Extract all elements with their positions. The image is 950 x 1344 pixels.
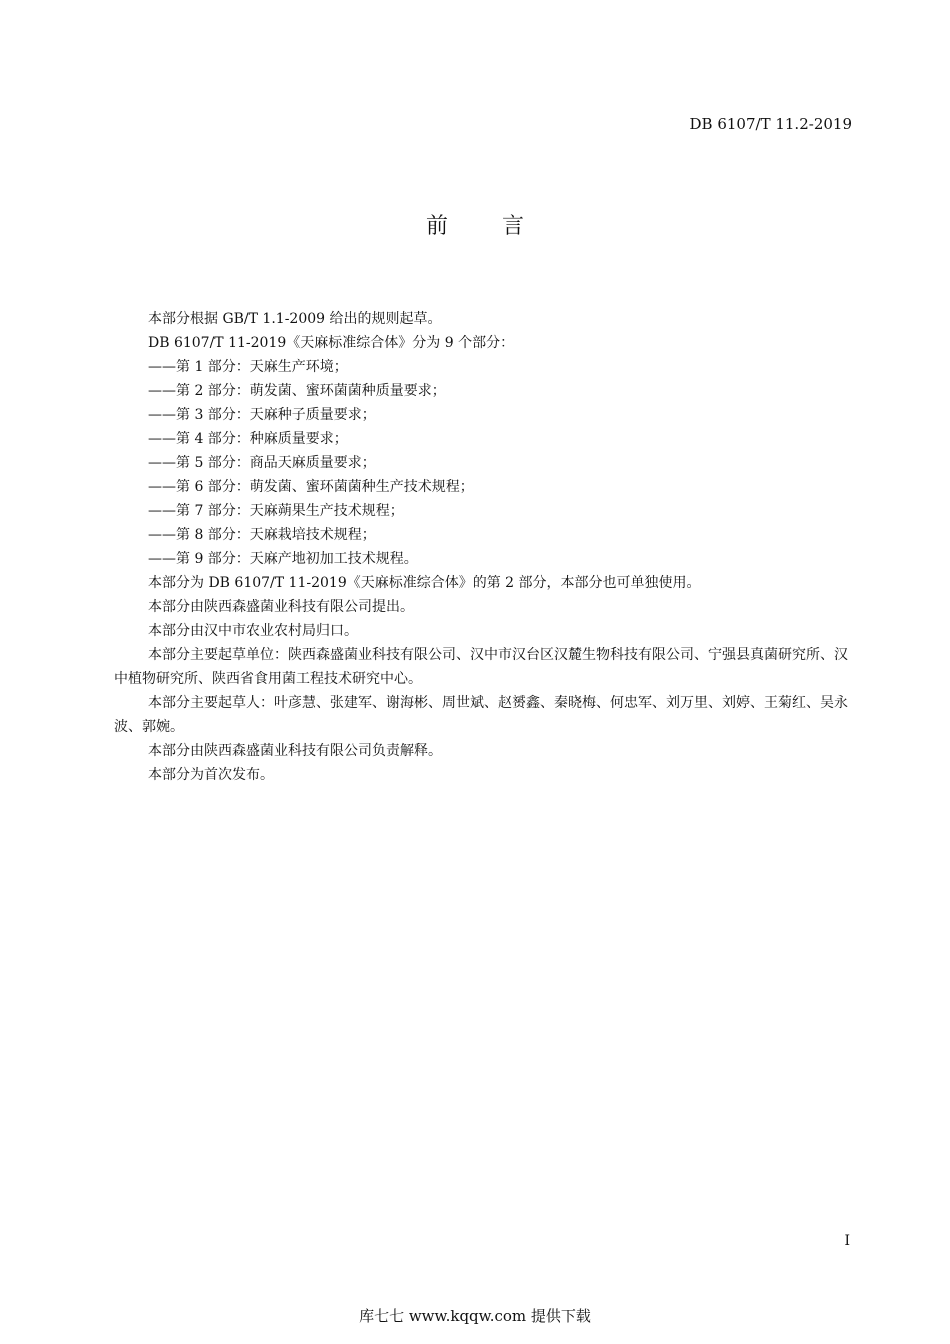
document-code: DB 6107/T 11.2-2019 [689, 115, 852, 133]
page-title: 前言 [425, 214, 578, 239]
paragraph-administrator: 本部分由汉中市农业农村局归口。 [148, 623, 358, 639]
document-body [114, 307, 852, 787]
part-list-item: ——第 4 部分：种麻质量要求； [148, 431, 348, 447]
part-list-item: ——第 7 部分：天麻蒴果生产技术规程； [148, 503, 404, 519]
paragraph-drafters: 本部分主要起草人：叶彦慧、张建军、谢海彬、周世斌、赵赟鑫、秦晓梅、何忠军、刘万里、刘婷、王菊红、吴永波、郭婉。 [114, 695, 848, 735]
paragraph-part-statement: 本部分为 DB 6107/T 11-2019《天麻标准综合体》的第 2 部分，本部分也可单独使用。 [148, 575, 701, 591]
paragraph-drafting-units: 本部分主要起草单位：陕西森盛菌业科技有限公司、汉中市汉台区汉麓生物科技有限公司、宁强县真菌研究所、汉中植物研究所、陕西省食用菌工程技术研究中心。 [114, 647, 848, 687]
paragraph-first-release: 本部分为首次发布。 [148, 767, 274, 783]
page-number: I [844, 1233, 850, 1249]
paragraph-interpretation: 本部分由陕西森盛菌业科技有限公司负责解释。 [148, 743, 442, 759]
part-list-item: ——第 9 部分：天麻产地初加工技术规程。 [148, 551, 418, 567]
paragraph-parts-overview: DB 6107/T 11-2019《天麻标准综合体》分为 9 个部分： [148, 335, 515, 351]
part-list-item: ——第 3 部分：天麻种子质量要求； [148, 407, 376, 423]
part-list-item: ——第 8 部分：天麻栽培技术规程； [148, 527, 376, 543]
paragraph-drafting-rules: 本部分根据 GB/T 1.1-2009 给出的规则起草。 [148, 311, 442, 327]
part-list-item: ——第 1 部分：天麻生产环境； [148, 359, 348, 375]
part-list-item: ——第 6 部分：萌发菌、蜜环菌菌种生产技术规程； [148, 479, 474, 495]
part-list-item: ——第 5 部分：商品天麻质量要求； [148, 455, 376, 471]
part-list-item: ——第 2 部分：萌发菌、蜜环菌菌种质量要求； [148, 383, 446, 399]
paragraph-proposer: 本部分由陕西森盛菌业科技有限公司提出。 [148, 599, 414, 615]
footer-watermark: 库七七 www.kqqw.com 提供下载 [359, 1307, 591, 1325]
